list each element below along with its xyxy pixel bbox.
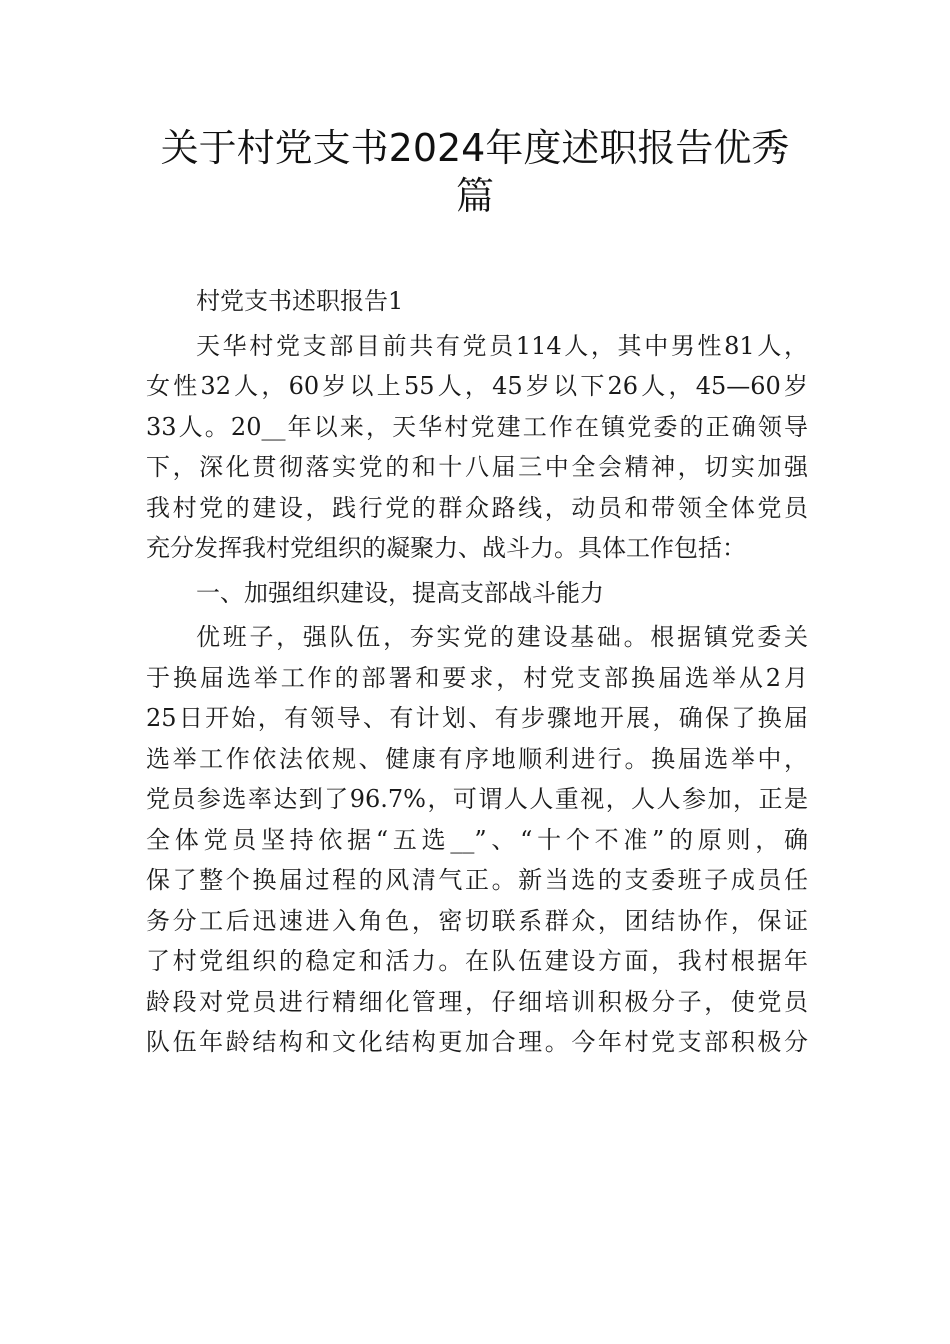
text-line bbox=[146, 1063, 808, 1104]
section-heading bbox=[146, 573, 808, 614]
title-line: 篇 bbox=[455, 174, 494, 218]
text-line: 党员参选率达到了96.7%，可谓人人重视，人人参加，正是 bbox=[146, 785, 808, 813]
text-line: 优班子，强队伍，夯实党的建设基础。根据镇党委关 bbox=[196, 623, 808, 651]
document-title bbox=[0, 124, 950, 220]
text-line: 25日开始，有领导、有计划、有步骤地开展，确保了换届 bbox=[146, 704, 808, 732]
text-line: 充分发挥我村党组织的凝聚力、战斗力。具体工作包括： bbox=[146, 534, 746, 562]
text-line: 于换届选举工作的部署和要求，村党支部换届选举从2月 bbox=[146, 663, 808, 692]
text-line: 天华村党支部目前共有党员114人，其中男性81人， bbox=[196, 331, 808, 360]
document-body bbox=[146, 281, 808, 1107]
text-line: 务分工后迅速进入角色，密切联系群众，团结协作，保证 bbox=[146, 906, 808, 935]
text-line: 33人。20__年以来，天华村党建工作在镇党委的正确领导 bbox=[146, 412, 808, 441]
body-paragraph bbox=[146, 617, 808, 1103]
text-line: 保了整个换届过程的风清气正。新当选的支委班子成员任 bbox=[146, 866, 808, 894]
text-line: 龄段对党员进行精细化管理，仔细培训积极分子，使党员 bbox=[146, 987, 808, 1016]
text-line: 选举工作依法依规、健康有序地顺利进行。换届选举中， bbox=[146, 744, 808, 773]
text-line: 我村党的建设，践行党的群众路线，动员和带领全体党员 bbox=[146, 493, 808, 522]
text-line: 下，深化贯彻落实党的和十八届三中全会精神，切实加强 bbox=[146, 453, 808, 481]
text-line: 女性32人，60岁以上55人，45岁以下26人，45—60岁 bbox=[146, 372, 808, 400]
title-line: 关于村党支书2024年度述职报告优秀 bbox=[160, 126, 790, 170]
text-line: 一、加强组织建设，提高支部战斗能力 bbox=[196, 578, 604, 607]
text-line: 全体党员坚持依据“五选__”、“十个不准”的原则，确 bbox=[146, 825, 808, 854]
text-line: 了村党组织的稳定和活力。在队伍建设方面，我村根据年 bbox=[146, 947, 808, 975]
section-heading bbox=[146, 281, 808, 322]
text-line: 村党支书述职报告1 bbox=[196, 287, 404, 315]
body-paragraph bbox=[146, 326, 808, 569]
text-line: 队伍年龄结构和文化结构更加合理。今年村党支部积极分 bbox=[146, 1028, 808, 1056]
